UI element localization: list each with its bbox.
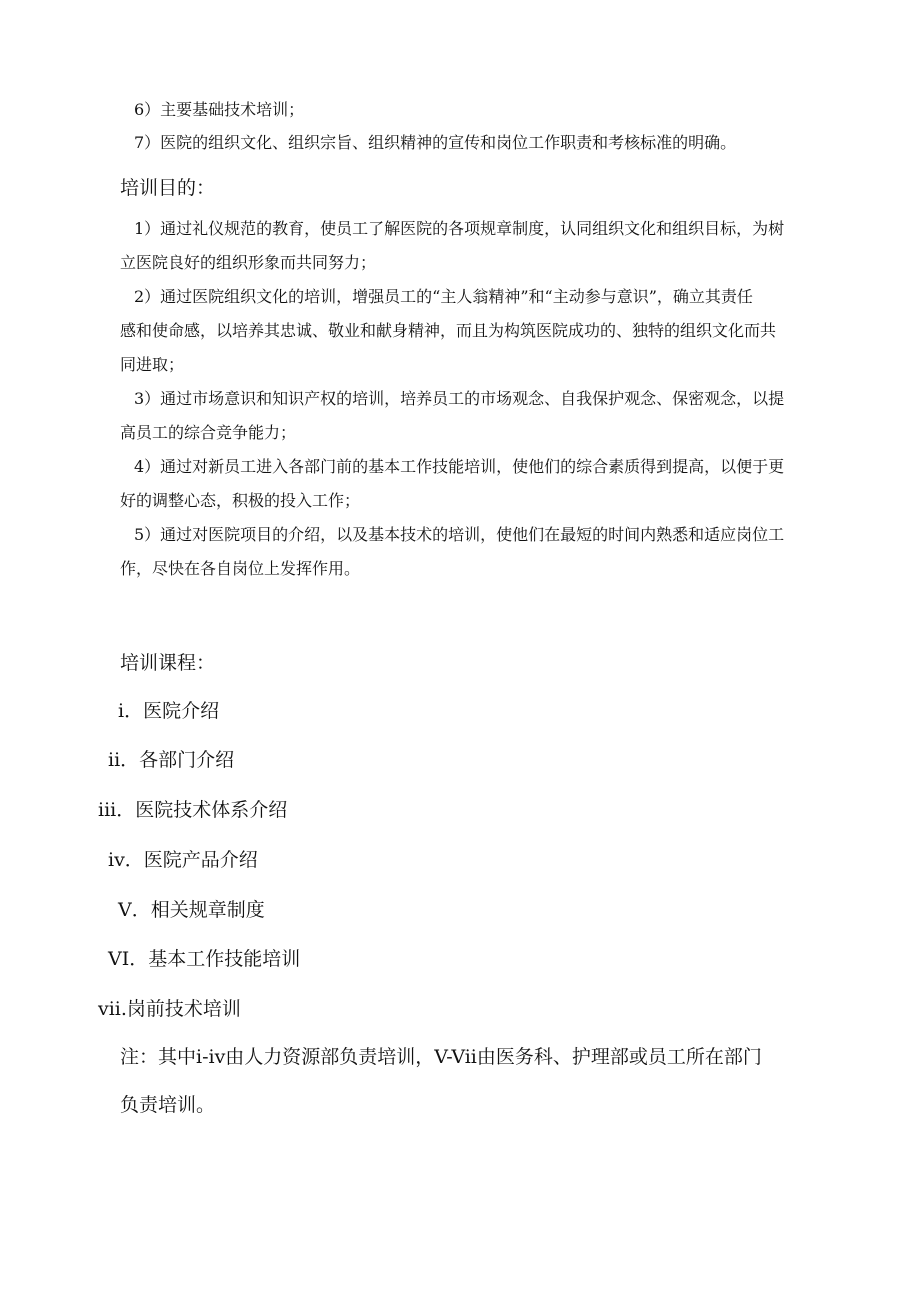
intro-item-6: 6）主要基础技术培训； (134, 100, 305, 119)
course-item: vii.岗前技术培训 (98, 998, 241, 1020)
purpose-line: 2）通过医院组织文化的培训，增强员工的“主人翁精神”和“主动参与意识”，确立其责任 (134, 287, 753, 306)
purpose-line: 5）通过对医院项目的介绍，以及基本技术的培训，使他们在最短的时间内熟悉和适应岗位工 (134, 525, 785, 544)
course-item: iv．医院产品介绍 (108, 849, 258, 871)
purpose-line: 4）通过对新员工进入各部门前的基本工作技能培训，使他们的综合素质得到提高，以便于更 (134, 457, 785, 476)
note-line: 注：其中i-iv由人力资源部负责培训，V-Vii由医务科、护理部或员工所在部门 (120, 1046, 762, 1068)
course-item: VI．基本工作技能培训 (108, 948, 301, 970)
purpose-line: 3）通过市场意识和知识产权的培训，培养员工的市场观念、自我保护观念、保密观念，以提 (134, 389, 785, 408)
purpose-line: 高员工的综合竞争能力； (120, 423, 297, 442)
course-item: iii．医院技术体系介绍 (98, 799, 288, 821)
note-line: 负责培训。 (120, 1094, 216, 1116)
purpose-line: 1）通过礼仪规范的教育，使员工了解医院的各项规章制度，认同组织文化和组织目标，为树 (134, 219, 785, 238)
intro-item-7: 7）医院的组织文化、组织宗旨、组织精神的宣传和岗位工作职责和考核标准的明确。 (134, 133, 737, 152)
purpose-line: 同进取； (120, 355, 185, 374)
course-item: ii．各部门介绍 (108, 749, 235, 771)
purpose-line: 感和使命感，以培养其忠诚、敬业和献身精神，而且为构筑医院成功的、独特的组织文化而共 (120, 321, 777, 340)
courses-heading: 培训课程： (120, 652, 216, 674)
course-item: i．医院介绍 (118, 700, 220, 722)
purpose-heading: 培训目的： (120, 177, 216, 199)
purpose-line: 好的调整心态，积极的投入工作； (120, 491, 361, 510)
course-item: V．相关规章制度 (118, 899, 265, 921)
purpose-line: 作，尽快在各自岗位上发挥作用。 (120, 559, 361, 578)
purpose-line: 立医院良好的组织形象而共同努力； (120, 253, 377, 272)
